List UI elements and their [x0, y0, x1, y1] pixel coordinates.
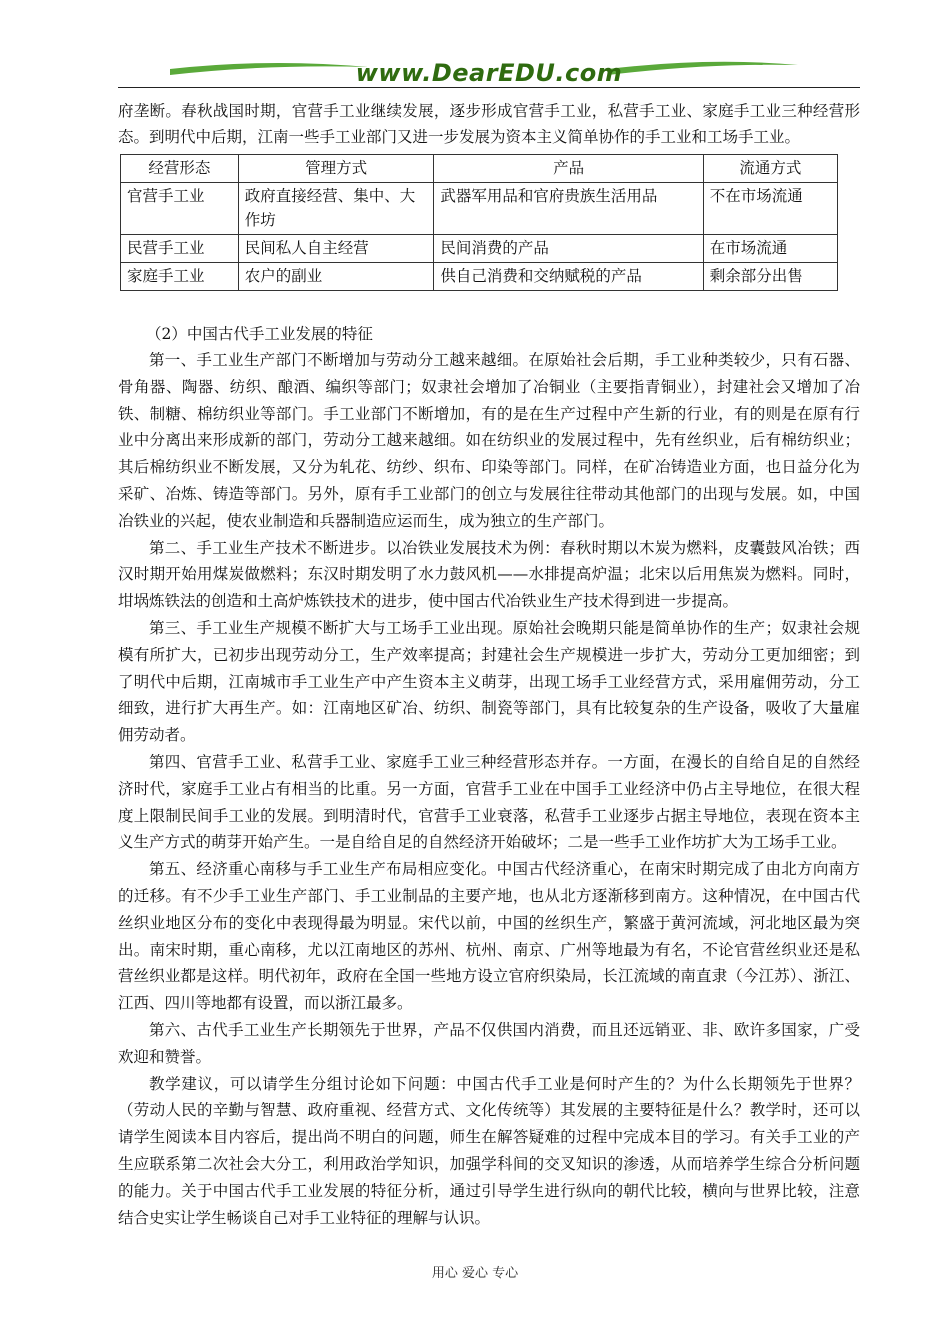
paragraph-feature-6: 第六、古代手工业生产长期领先于世界，产品不仅供国内消费，而且还远销亚、非、欧许多国家，广受欢迎和赞誉。: [118, 1020, 860, 1066]
header-rule: [118, 87, 860, 88]
lead-paragraph: 府垄断。春秋战国时期，官营手工业继续发展，逐步形成官营手工业，私营手工业、家庭手工业三种经营形态。到明代中后期，江南一些手工业部门又进一步发展为资本主义简单协作的手工业和工场手工业。: [118, 102, 860, 146]
table-header-row: [121, 155, 838, 183]
table-header-cell: 经营形态: [121, 155, 239, 183]
page-header: [118, 55, 860, 91]
paragraph-feature-4: 第四、官营手工业、私营手工业、家庭手工业三种经营形态并存。一方面，在漫长的自给自足的自然经济时代，家庭手工业占有相当的比重。另一方面，官营手工业在中国手工业经济中仍占主导地位，在很大程度上限制民间手工业的发展。到明清时代，官营手工业衰落，私营手工业逐步占据主导地位，表现在资本主义生产方式的萌芽开始产生。一是自给自足的自然经济开始破坏；二是一些手工业作坊扩大为工场手工业。: [118, 752, 860, 852]
table-cell: 不在市场流通: [703, 183, 837, 235]
table-cell: 家庭手工业: [121, 263, 239, 291]
paragraph-feature-5: 第五、经济重心南移与手工业生产布局相应变化。中国古代经济重心，在南宋时期完成了由北方向南方的迁移。有不少手工业生产部门、手工业制品的主要产地，也从北方逐渐移到南方。这种情况，在中国古代丝织业地区分布的变化中表现得最为明显。宋代以前，中国的丝织生产，繁盛于黄河流域，河北地区最为突出。南宋时期，重心南移，尤以江南地区的苏州、杭州、南京、广州等地最为有名，不论官营丝织业还是私营丝织业都是这样。明代初年，政府在全国一些地方设立官府织染局，长江流域的南直隶（今江苏）、浙江、江西、四川等地都有设置，而以浙江最多。: [118, 860, 860, 1013]
table-cell: 民营手工业: [121, 235, 239, 263]
table-cell: 官营手工业: [121, 183, 239, 235]
paragraph-feature-3: 第三、手工业生产规模不断扩大与工场手工业出现。原始社会晚期只能是简单协作的生产；奴隶社会规模有所扩大，已初步出现劳动分工，生产效率提高；封建社会生产规模进一步扩大，劳动分工更加细密；到了明代中后期，江南城市手工业生产中产生资本主义萌芽，出现工场手工业经营方式，采用雇佣劳动，分工细致，进行扩大再生产。如：江南地区矿冶、纺织、制瓷等部门，具有比较复杂的生产设备，吸收了大量雇佣劳动者。: [118, 618, 860, 745]
table-cell: 剩余部分出售: [703, 263, 837, 291]
table-cell: 民间消费的产品: [434, 235, 703, 263]
paragraph-feature-2: 第二、手工业生产技术不断进步。以冶铁业发展技术为例：春秋时期以木炭为燃料，皮囊鼓风冶铁；西汉时期开始用煤炭做燃料；东汉时期发明了水力鼓风机——水排提高炉温；北宋以后用焦炭为燃料。同时，坩埚炼铁法的创造和土高炉炼铁技术的进步，使中国古代冶铁业生产技术得到进一步提高。: [118, 538, 860, 611]
page-footer: 用心 爱心 专心: [431, 1266, 519, 1281]
site-logo[interactable]: www.DearEDU.com: [355, 59, 623, 87]
table-cell: 民间私人自主经营: [238, 235, 434, 263]
table-cell: 农户的副业: [238, 263, 434, 291]
table-cell: 政府直接经营、集中、大作坊: [238, 183, 434, 235]
table-header-cell: 产品: [434, 155, 703, 183]
table-header-cell: 流通方式: [703, 155, 837, 183]
paragraph-feature-1: 第一、手工业生产部门不断增加与劳动分工越来越细。在原始社会后期，手工业种类较少，只有石器、骨角器、陶器、纺织、酿酒、编织等部门；奴隶社会增加了冶铜业（主要指青铜业），封建社会又增加了冶铁、制糖、棉纺织业等部门。手工业部门不断增加，有的是在生产过程中产生新的行业，有的则是在原有行业中分离出来形成新的部门，劳动分工越来越细。如在纺织业的发展过程中，先有丝织业，后有棉纺织业；其后棉纺织业不断发展，又分为轧花、纺纱、织布、印染等部门。同样，在矿冶铸造业方面，也日益分化为采矿、冶炼、铸造等部门。另外，原有手工业部门的创立与发展往往带动其他部门的出现与发展。如，中国冶铁业的兴起，使农业制造和兵器制造应运而生，成为独立的生产部门。: [118, 351, 860, 530]
table-row: [121, 183, 838, 235]
paragraph-teaching-advice: 教学建议，可以请学生分组讨论如下问题：中国古代手工业是何时产生的？为什么长期领先于世界？（劳动人民的辛勤与智慧、政府重视、经营方式、文化传统等）其发展的主要特征是什么？教学时，还可以请学生阅读本目内容后，提出尚不明白的问题，师生在解答疑难的过程中完成本目的学习。有关手工业的产生应联系第二次社会大分工，利用政治学知识，加强学科间的交叉知识的渗透，从而培养学生综合分析问题的能力。关于中国古代手工业发展的特征分析，通过引导学生进行纵向的朝代比较，横向与世界比较，注意结合史实让学生畅谈自己对手工业特征的理解与认识。: [118, 1074, 860, 1227]
table-row: [121, 235, 838, 263]
main-content: [118, 98, 860, 1231]
table-header-cell: 管理方式: [238, 155, 434, 183]
table-cell: 供自己消费和交纳赋税的产品: [434, 263, 703, 291]
business-forms-table: [120, 154, 838, 291]
table-row: [121, 263, 838, 291]
table-cell: 在市场流通: [703, 235, 837, 263]
section-heading: （2）中国古代手工业发展的特征: [146, 325, 373, 343]
table-cell: 武器军用品和官府贵族生活用品: [434, 183, 703, 235]
